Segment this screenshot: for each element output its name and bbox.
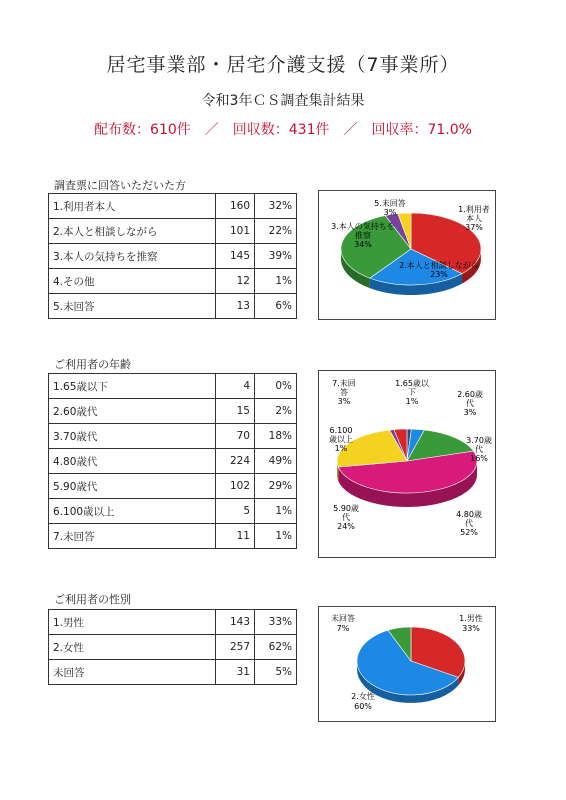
row-label: 7.未回答 xyxy=(49,524,216,549)
section-title-respondent: 調査票に回答いただいた方 xyxy=(54,179,186,192)
pie-label-age-80s: 4.80歳代 52% xyxy=(456,510,482,537)
row-label: 1.利用者本人 xyxy=(49,194,216,219)
table-row xyxy=(49,244,297,269)
row-count: 145 xyxy=(216,244,255,269)
pie-label-male: 1.男性 33% xyxy=(459,614,483,633)
row-count: 15 xyxy=(216,399,255,424)
row-percent: 1% xyxy=(255,524,297,549)
pie-label-age-90s: 5.90歳代 24% xyxy=(333,504,359,531)
table-row xyxy=(49,610,297,635)
pie-label-unanswered: 5.未回答 3% xyxy=(374,199,406,217)
pie-label-gender-unanswered: 未回答 7% xyxy=(331,614,355,633)
row-count: 70 xyxy=(216,424,255,449)
row-percent: 18% xyxy=(255,424,297,449)
row-percent: 1% xyxy=(255,269,297,294)
table-row xyxy=(49,524,297,549)
row-label: 6.100歳以上 xyxy=(49,499,216,524)
pie-label-female: 2.女性 60% xyxy=(351,692,375,711)
table-row xyxy=(49,269,297,294)
respondent-pie-chart xyxy=(318,190,496,320)
table-row xyxy=(49,499,297,524)
table-row xyxy=(49,660,297,685)
pie-label-age-60s: 2.60歳代 3% xyxy=(457,390,483,417)
table-row xyxy=(49,424,297,449)
table-row xyxy=(49,294,297,319)
pie-label-age-65: 1.65歳以下 1% xyxy=(395,379,429,406)
row-count: 143 xyxy=(216,610,255,635)
distribution-summary: 配布数：610件 ／ 回収数：431件 ／ 回収率：71.0% xyxy=(94,122,472,138)
row-count: 5 xyxy=(216,499,255,524)
gender-table xyxy=(48,609,297,685)
row-label: 4.その他 xyxy=(49,269,216,294)
age-pie-chart xyxy=(318,370,496,558)
row-label: 1.男性 xyxy=(49,610,216,635)
row-label: 5.90歳代 xyxy=(49,474,216,499)
age-table xyxy=(48,373,297,549)
table-row xyxy=(49,194,297,219)
row-percent: 49% xyxy=(255,449,297,474)
row-percent: 1% xyxy=(255,499,297,524)
row-percent: 39% xyxy=(255,244,297,269)
table-row xyxy=(49,474,297,499)
row-count: 102 xyxy=(216,474,255,499)
table-row xyxy=(49,449,297,474)
row-percent: 22% xyxy=(255,219,297,244)
pie-label-consult: 2.本人と相談しながら 23% xyxy=(399,261,479,279)
row-count: 101 xyxy=(216,219,255,244)
row-label: 5.未回答 xyxy=(49,294,216,319)
row-label: 未回答 xyxy=(49,660,216,685)
row-percent: 33% xyxy=(255,610,297,635)
row-percent: 0% xyxy=(255,374,297,399)
respondent-table xyxy=(48,193,297,319)
row-count: 257 xyxy=(216,635,255,660)
row-count: 160 xyxy=(216,194,255,219)
table-row xyxy=(49,374,297,399)
row-count: 4 xyxy=(216,374,255,399)
pie-label-self: 1.利用者本人 37% xyxy=(458,205,490,232)
row-count: 12 xyxy=(216,269,255,294)
row-percent: 5% xyxy=(255,660,297,685)
row-count: 13 xyxy=(216,294,255,319)
section-title-age: ご利用者の年齢 xyxy=(54,358,131,371)
row-label: 2.60歳代 xyxy=(49,399,216,424)
row-count: 224 xyxy=(216,449,255,474)
row-label: 1.65歳以下 xyxy=(49,374,216,399)
row-label: 2.女性 xyxy=(49,635,216,660)
row-count: 11 xyxy=(216,524,255,549)
pie-label-infer: 3.本人の気持ちを推察 34% xyxy=(331,222,395,249)
gender-pie-chart xyxy=(318,606,496,722)
row-percent: 29% xyxy=(255,474,297,499)
row-label: 2.本人と相談しながら xyxy=(49,219,216,244)
page-title: 居宅事業部・居宅介護支援（7事業所） xyxy=(106,54,460,76)
row-count: 31 xyxy=(216,660,255,685)
row-percent: 2% xyxy=(255,399,297,424)
section-title-gender: ご利用者の性別 xyxy=(54,593,131,606)
table-row xyxy=(49,635,297,660)
page-subtitle: 令和3年ＣＳ調査集計結果 xyxy=(201,93,365,109)
pie-label-age-100: 6.100 歳以上 1% xyxy=(329,426,353,453)
row-percent: 6% xyxy=(255,294,297,319)
row-label: 4.80歳代 xyxy=(49,449,216,474)
row-percent: 32% xyxy=(255,194,297,219)
pie-label-age-70s: 3.70歳代 16% xyxy=(466,436,492,463)
row-label: 3.70歳代 xyxy=(49,424,216,449)
row-label: 3.本人の気持ちを推察 xyxy=(49,244,216,269)
table-row xyxy=(49,399,297,424)
table-row xyxy=(49,219,297,244)
row-percent: 62% xyxy=(255,635,297,660)
pie-label-age-unanswered: 7.未回答 3% xyxy=(332,379,356,406)
